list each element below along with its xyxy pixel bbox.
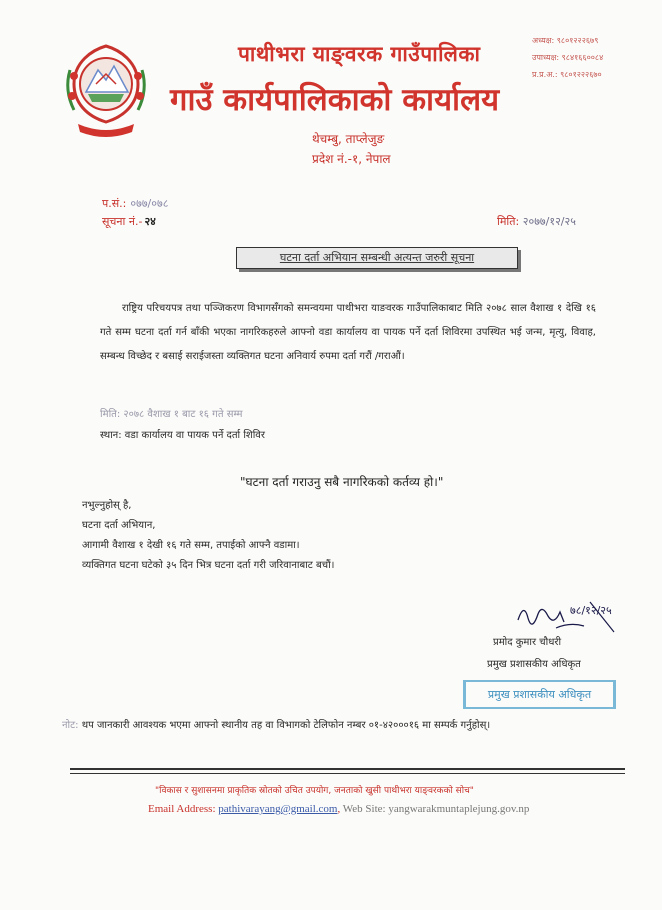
official-stamp: प्रमुख प्रशासकीय अधिकृत bbox=[463, 680, 616, 709]
office-location: थेचम्बु, ताप्लेजुङ bbox=[312, 132, 385, 146]
notice-date: मिति: २०७७/१२/२५ bbox=[497, 215, 576, 228]
office-title: गाउँ कार्यपालिकाको कार्यालय bbox=[170, 82, 500, 118]
notice-number: सूचना नं.- २४ bbox=[102, 215, 156, 228]
website-link[interactable]: yangwarakmuntaplejung.gov.np bbox=[388, 803, 530, 815]
signature-date: ७८/१२/२५ bbox=[570, 604, 612, 617]
contact-numbers bbox=[532, 32, 603, 83]
signer-name: प्रमोद कुमार चौधरी bbox=[493, 637, 562, 648]
contact-cao: प्र.प्र.अ.: ९८०१२२२६७० bbox=[532, 70, 602, 79]
reference-number: प.सं.: ०७७/०७८ bbox=[102, 197, 169, 210]
signer-title: प्रमुख प्रशासकीय अधिकृत bbox=[487, 659, 581, 670]
message-line: घटना दर्ता अभियान, bbox=[82, 520, 156, 531]
contact-chairperson: अध्यक्ष: ९८०१२२२६७९ bbox=[532, 36, 599, 45]
notice-heading: घटना दर्ता अभियान सम्बन्धी अत्यन्त जरुरी सूचना bbox=[236, 247, 518, 269]
message-line: नभुल्नुहोस् है, bbox=[82, 500, 132, 511]
office-province: प्रदेश नं.-१, नेपाल bbox=[312, 152, 391, 166]
campaign-slogan: "घटना दर्ता गराउनु सबै नागरिकको कर्तव्य हो।" bbox=[240, 475, 444, 489]
reminder-message bbox=[82, 496, 334, 576]
message-line: आगामी वैशाख १ देखी १६ गते सम्म, तपाईको आफ्नै वडामा। bbox=[82, 540, 300, 551]
notice-paragraph: राष्ट्रिय परिचयपत्र तथा पञ्जिकरण विभागसँगको समन्वयमा पाथीभरा याङवरक गाउँपालिकाबाट मिति २०७८ साल वैशाख १ देखि १६ गते सम्म घटना दर्ता गर्न बाँकी भएका नागरिकहरुले आफ्नो वडा कार्यालय वा पायक पर्ने दर्ता शिविरमा उपस्थित भई जन्म, मृत्यु, विवाह, सम्बन्ध विच्छेद र बसाई सराईजस्ता व्यक्तिगत घटना अनिवार्य रुपमा दर्ता गरौं /गराऔं। bbox=[100, 303, 596, 362]
municipality-name: पाथीभरा याङ्वरक गाउँपालिका bbox=[238, 42, 481, 66]
footer-contact: Email Address: pathivarayang@gmail.com, Web Site: yangwarakmuntaplejung.gov.np bbox=[148, 803, 530, 815]
nepal-emblem-icon bbox=[62, 40, 150, 140]
contact-vice-chairperson: उपाध्यक्ष: ९८४१६६००८४ bbox=[532, 53, 604, 62]
campaign-dates: मिति: २०७८ वैशाख १ बाट १६ गते सम्म bbox=[100, 409, 243, 420]
footer-divider bbox=[70, 773, 625, 774]
campaign-location: स्थान: वडा कार्यालय वा पायक पर्ने दर्ता शिविर bbox=[100, 430, 265, 441]
message-line: व्यक्तिगत घटना घटेको ३५ दिन भित्र घटना दर्ता गरी जरिवानाबाट बचौं। bbox=[82, 560, 335, 571]
footer-slogan: "विकास र सुशासनमा प्राकृतिक स्रोतको उचित उपयोग, जनताको खुसी पाथीभरा याङ्वरकको सोच" bbox=[155, 786, 474, 796]
contact-note: नोट: थप जानकारी आवश्यक भएमा आफ्नो स्थानीय तह वा विभागको टेलिफोन नम्बर ०१-४२०००१६ मा सम्पर्क गर्नुहोस्। bbox=[62, 720, 491, 731]
footer-divider bbox=[70, 768, 625, 770]
email-link[interactable]: pathivarayang@gmail.com bbox=[218, 803, 338, 815]
